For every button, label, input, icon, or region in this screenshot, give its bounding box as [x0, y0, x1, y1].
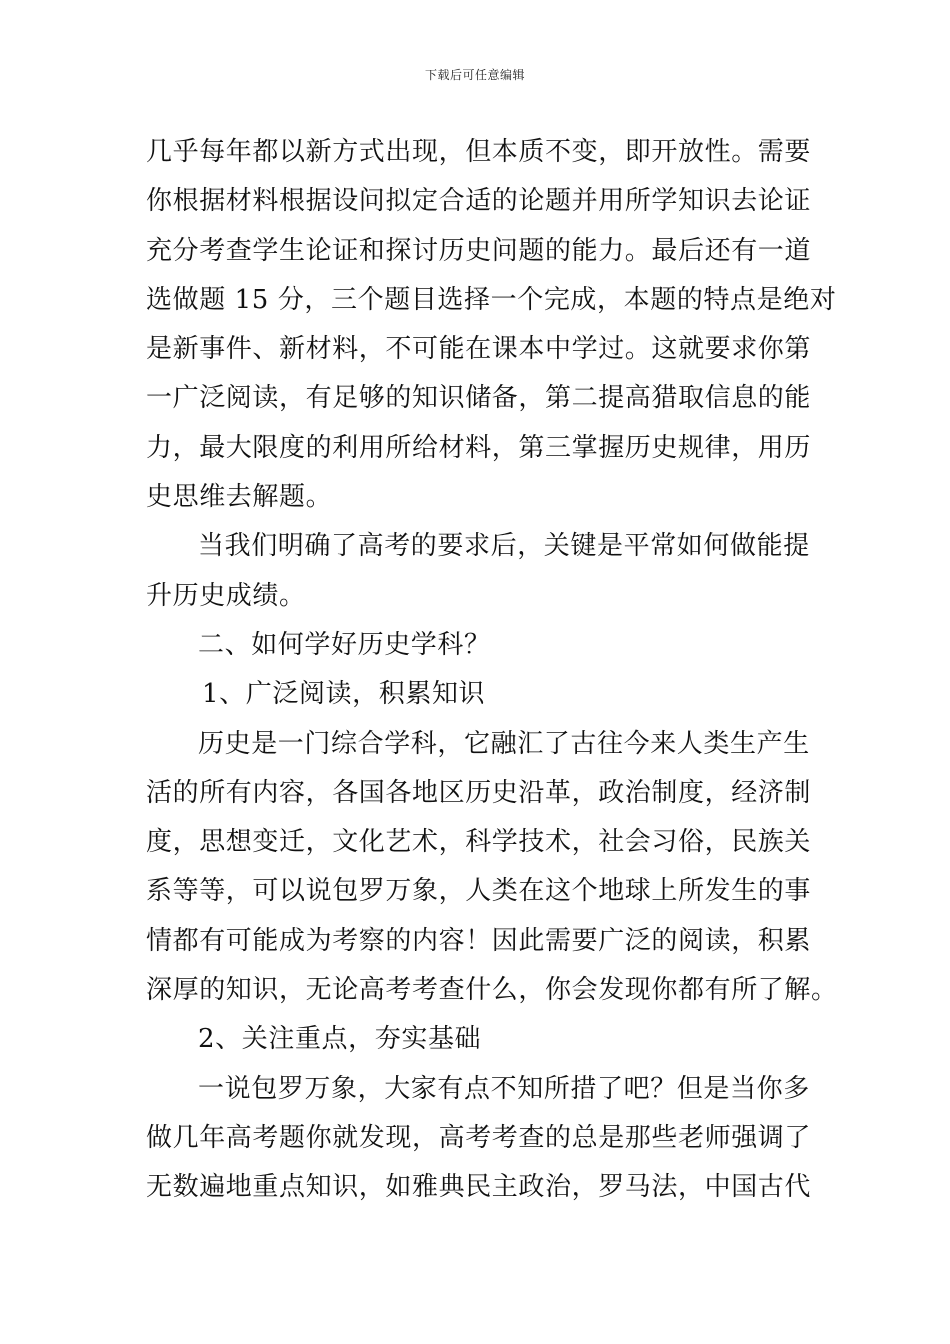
page-header: 下载后可任意编辑 [424, 68, 525, 82]
text-line: 几乎每年都以新方式出现，但本质不变，即开放性。需要 [146, 137, 812, 167]
text-line: 情都有可能成为考察的内容！因此需要广泛的阅读，积累 [146, 925, 812, 956]
document-body [146, 128, 838, 1213]
text-line: 做几年高考题你就发现，高考考查的总是那些老师强调了 [146, 1122, 812, 1153]
text-line: 力，最大限度的利用所给材料，第三掌握历史规律，用历 [146, 432, 812, 463]
subsection-heading: 2、关注重点，夯实基础 [198, 1024, 482, 1055]
text-line: 是新事件、新材料，不可能在课本中学过。这就要求你第 [146, 334, 812, 365]
text-line: 无数遍地重点知识，如雅典民主政治，罗马法，中国古代 [146, 1172, 812, 1203]
text-line: 深厚的知识，无论高考考查什么，你会发现你都有所了解。 [146, 975, 838, 1006]
paragraph-start-line: 历史是一门综合学科，它融汇了古往今来人类生产生 [198, 728, 810, 759]
paragraph-start-line: 一说包罗万象，大家有点不知所措了吧？但是当你多 [198, 1073, 810, 1104]
text-line: 充分考查学生论证和探讨历史问题的能力。最后还有一道 [146, 235, 812, 266]
text-line: 一广泛阅读，有足够的知识储备，第二提高猎取信息的能 [146, 383, 812, 414]
text-line: 选做题 15 分，三个题目选择一个完成，本题的特点是绝对 [146, 284, 837, 315]
text-line: 度，思想变迁，文化艺术，科学技术，社会习俗，民族关 [146, 827, 812, 858]
paragraph-start-line: 当我们明确了高考的要求后，关键是平常如何做能提 [198, 531, 810, 562]
text-line: 史思维去解题。 [146, 482, 333, 513]
text-line: 活的所有内容，各国各地区历史沿革，政治制度，经济制 [146, 777, 812, 808]
text-line: 升历史成绩。 [146, 580, 306, 611]
text-line: 你根据材料根据设问拟定合适的论题并用所学知识去论证 [146, 186, 812, 217]
section-heading: 二、如何学好历史学科？ [198, 629, 491, 660]
text-line: 系等等，可以说包罗万象，人类在这个地球上所发生的事 [146, 876, 812, 907]
subsection-heading: 1、广泛阅读，积累知识 [202, 679, 486, 710]
